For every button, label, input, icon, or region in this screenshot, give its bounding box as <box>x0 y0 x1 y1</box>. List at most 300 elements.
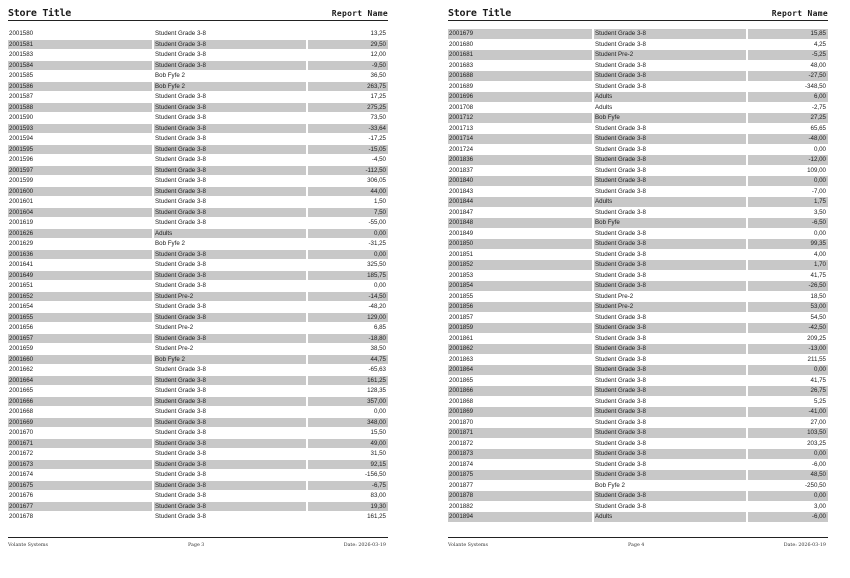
table-row <box>448 40 828 51</box>
row-category: Student Pre-2 <box>595 292 634 300</box>
row-amount: 41,75 <box>810 376 826 384</box>
row-amount: 185,75 <box>308 271 388 281</box>
row-id: 2001673 <box>8 460 152 470</box>
row-amount: 5,25 <box>813 397 826 405</box>
row-category: Student Grade 3-8 <box>154 40 306 50</box>
row-amount: 161,25 <box>308 376 388 386</box>
row-amount: -5,25 <box>748 50 828 60</box>
row-id: 2001651 <box>9 282 34 289</box>
table-row <box>8 491 388 502</box>
row-amount: -42,50 <box>748 323 828 333</box>
row-amount: 0,00 <box>748 176 828 186</box>
row-id: 2001629 <box>9 240 34 247</box>
row-category: Student Grade 3-8 <box>155 471 206 478</box>
row-amount: 0,00 <box>373 408 386 415</box>
row-amount: 103,50 <box>748 428 828 438</box>
row-id: 2001626 <box>8 229 152 239</box>
table-row <box>8 439 388 450</box>
row-category: Student Grade 3-8 <box>154 103 306 113</box>
row-category: Student Grade 3-8 <box>155 282 206 289</box>
table-row <box>448 271 828 282</box>
row-amount: -12,00 <box>748 155 828 165</box>
row-category: Student Grade 3-8 <box>154 208 306 218</box>
table-row <box>448 512 828 523</box>
table-row <box>448 439 828 450</box>
row-amount: 29,50 <box>308 40 388 50</box>
row-category: Student Grade 3-8 <box>594 29 746 39</box>
row-id: 2001677 <box>8 502 152 512</box>
row-id: 2001649 <box>8 271 152 281</box>
row-amount: -31,25 <box>368 240 386 247</box>
row-category: Student Grade 3-8 <box>594 344 746 354</box>
row-category: Student Grade 3-8 <box>155 387 206 394</box>
table-row <box>8 502 388 513</box>
row-amount: 15,50 <box>370 429 386 436</box>
row-amount: 44,00 <box>308 187 388 197</box>
row-category: Student Grade 3-8 <box>154 334 306 344</box>
table-row <box>448 124 828 135</box>
table-row <box>8 82 388 93</box>
row-category: Student Grade 3-8 <box>154 313 306 323</box>
row-category: Student Grade 3-8 <box>155 408 206 415</box>
table-row <box>448 155 828 166</box>
row-id: 2001595 <box>8 145 152 155</box>
row-amount: -6,00 <box>811 460 826 468</box>
footer-page-number: Page 3 <box>188 543 205 548</box>
footer-company: Volante Systems <box>8 543 48 548</box>
row-id: 2001713 <box>449 124 474 132</box>
row-amount: 48,00 <box>810 61 826 69</box>
report-page-3 <box>8 0 388 578</box>
table-row <box>8 397 388 408</box>
table-row <box>8 365 388 376</box>
row-amount: 6,85 <box>373 324 386 331</box>
row-amount: 348,00 <box>308 418 388 428</box>
table-row <box>8 50 388 61</box>
table-row <box>448 208 828 219</box>
row-id: 2001656 <box>9 324 34 331</box>
row-category: Student Grade 3-8 <box>155 366 206 373</box>
row-amount: -27,50 <box>748 71 828 81</box>
row-amount: 1,70 <box>748 260 828 270</box>
row-id: 2001674 <box>9 471 34 478</box>
row-category: Student Grade 3-8 <box>155 30 206 37</box>
row-amount: 27,00 <box>810 418 826 426</box>
row-id: 2001672 <box>9 450 34 457</box>
row-id: 2001689 <box>449 82 474 90</box>
row-amount: -13,00 <box>748 344 828 354</box>
row-amount: 211,55 <box>807 355 826 363</box>
row-category: Student Grade 3-8 <box>594 134 746 144</box>
row-id: 2001678 <box>9 513 34 520</box>
row-id: 2001714 <box>448 134 592 144</box>
table-row <box>448 460 828 471</box>
row-category: Student Grade 3-8 <box>154 418 306 428</box>
row-id: 2001587 <box>9 93 34 100</box>
row-category: Student Grade 3-8 <box>594 407 746 417</box>
row-amount: 38,50 <box>370 345 386 352</box>
table-row <box>448 386 828 397</box>
table-row <box>8 145 388 156</box>
table-row <box>448 250 828 261</box>
row-amount: -6,50 <box>748 218 828 228</box>
row-amount: 36,50 <box>370 72 386 79</box>
row-id: 2001851 <box>449 250 474 258</box>
table-row <box>448 50 828 61</box>
row-amount: -2,75 <box>811 103 826 111</box>
row-category: Student Grade 3-8 <box>155 93 206 100</box>
row-category: Student Grade 3-8 <box>594 71 746 81</box>
row-id: 2001679 <box>448 29 592 39</box>
row-id: 2001675 <box>8 481 152 491</box>
row-category: Student Grade 3-8 <box>155 450 206 457</box>
table-row <box>448 502 828 513</box>
row-category: Student Pre-2 <box>155 324 194 331</box>
row-amount: -348,50 <box>805 82 826 90</box>
row-id: 2001868 <box>449 397 474 405</box>
row-category: Student Grade 3-8 <box>154 124 306 134</box>
table-row <box>448 323 828 334</box>
row-amount: 73,50 <box>370 114 386 121</box>
row-category: Student Grade 3-8 <box>595 124 646 132</box>
row-amount: 275,25 <box>308 103 388 113</box>
row-category: Adults <box>594 92 746 102</box>
row-category: Bob Fyfe 2 <box>155 240 185 247</box>
row-amount: 1,50 <box>373 198 386 205</box>
table-row <box>448 260 828 271</box>
row-amount: 357,00 <box>308 397 388 407</box>
row-category: Student Grade 3-8 <box>154 502 306 512</box>
row-id: 2001681 <box>448 50 592 60</box>
row-id: 2001878 <box>448 491 592 501</box>
table-row <box>448 355 828 366</box>
table-row <box>8 323 388 334</box>
footer-date: Date: 2026-03-19 <box>343 543 386 548</box>
row-category: Student Grade 3-8 <box>594 365 746 375</box>
row-amount: 31,50 <box>370 450 386 457</box>
row-amount: 26,75 <box>748 386 828 396</box>
row-category: Student Grade 3-8 <box>595 82 646 90</box>
row-id: 2001850 <box>448 239 592 249</box>
row-id: 2001671 <box>8 439 152 449</box>
row-amount: 49,00 <box>308 439 388 449</box>
row-category: Student Grade 3-8 <box>155 219 206 226</box>
row-id: 2001604 <box>8 208 152 218</box>
row-category: Student Grade 3-8 <box>594 386 746 396</box>
row-category: Bob Fyfe <box>594 218 746 228</box>
table-row <box>448 71 828 82</box>
table-row <box>8 155 388 166</box>
row-amount: 0,00 <box>748 491 828 501</box>
table-row <box>8 355 388 366</box>
row-amount: -65,63 <box>368 366 386 373</box>
row-id: 2001840 <box>448 176 592 186</box>
table-row <box>8 460 388 471</box>
table-row <box>8 376 388 387</box>
table-row <box>8 512 388 523</box>
table-row <box>448 376 828 387</box>
row-amount: -15,05 <box>308 145 388 155</box>
report-name: Report Name <box>771 9 828 18</box>
row-id: 2001873 <box>448 449 592 459</box>
row-amount: 0,00 <box>813 229 826 237</box>
row-id: 2001862 <box>448 344 592 354</box>
row-category: Adults <box>595 103 613 111</box>
row-category: Student Grade 3-8 <box>154 271 306 281</box>
table-row <box>448 145 828 156</box>
table-row <box>448 397 828 408</box>
row-id: 2001849 <box>449 229 474 237</box>
row-amount: 0,00 <box>308 250 388 260</box>
row-id: 2001872 <box>449 439 474 447</box>
table-row <box>8 229 388 240</box>
row-id: 2001853 <box>449 271 474 279</box>
row-id: 2001669 <box>8 418 152 428</box>
row-amount: 17,25 <box>370 93 386 100</box>
row-id: 2001584 <box>8 61 152 71</box>
table-row <box>8 386 388 397</box>
row-amount: 4,00 <box>813 250 826 258</box>
row-id: 2001875 <box>448 470 592 480</box>
table-row <box>8 187 388 198</box>
table-row <box>8 71 388 82</box>
row-category: Student Grade 3-8 <box>155 135 206 142</box>
table-row <box>8 418 388 429</box>
table-row <box>448 313 828 324</box>
row-category: Student Grade 3-8 <box>594 323 746 333</box>
table-row <box>8 481 388 492</box>
row-amount: 44,75 <box>308 355 388 365</box>
footer-page-number: Page 4 <box>628 543 645 548</box>
row-amount: 54,50 <box>810 313 826 321</box>
row-category: Student Grade 3-8 <box>155 303 206 310</box>
row-id: 2001837 <box>449 166 474 174</box>
row-category: Student Grade 3-8 <box>594 239 746 249</box>
table-row <box>448 92 828 103</box>
page-header <box>8 8 388 20</box>
row-category: Student Grade 3-8 <box>155 513 206 520</box>
table-row <box>8 197 388 208</box>
row-amount: 65,65 <box>810 124 826 132</box>
row-id: 2001871 <box>448 428 592 438</box>
row-id: 2001863 <box>449 355 474 363</box>
table-row <box>8 92 388 103</box>
report-page-4 <box>448 0 828 578</box>
row-amount: 0,00 <box>308 229 388 239</box>
row-id: 2001655 <box>8 313 152 323</box>
table-row <box>448 197 828 208</box>
row-amount: 15,85 <box>748 29 828 39</box>
row-category: Student Pre-2 <box>594 302 746 312</box>
row-id: 2001597 <box>8 166 152 176</box>
row-amount: 53,00 <box>748 302 828 312</box>
table-row <box>448 113 828 124</box>
row-amount: 7,50 <box>308 208 388 218</box>
row-category: Student Grade 3-8 <box>154 397 306 407</box>
row-amount: -4,50 <box>371 156 386 163</box>
row-amount: -48,00 <box>748 134 828 144</box>
header-divider <box>448 20 828 21</box>
row-category: Bob Fyfe 2 <box>154 355 306 365</box>
row-id: 2001861 <box>449 334 474 342</box>
table-row <box>448 229 828 240</box>
row-id: 2001877 <box>449 481 474 489</box>
table-row <box>8 208 388 219</box>
row-id: 2001865 <box>449 376 474 384</box>
table-row <box>8 250 388 261</box>
row-id: 2001854 <box>448 281 592 291</box>
table-row <box>8 40 388 51</box>
row-amount: 0,00 <box>748 365 828 375</box>
row-category: Student Grade 3-8 <box>594 176 746 186</box>
row-category: Student Grade 3-8 <box>595 40 646 48</box>
row-id: 2001665 <box>9 387 34 394</box>
row-id: 2001657 <box>8 334 152 344</box>
report-table <box>448 29 828 523</box>
table-row <box>448 239 828 250</box>
table-row <box>448 292 828 303</box>
row-id: 2001676 <box>9 492 34 499</box>
row-amount: 263,75 <box>308 82 388 92</box>
row-category: Adults <box>594 512 746 522</box>
row-id: 2001586 <box>8 82 152 92</box>
row-id: 2001619 <box>9 219 34 226</box>
row-id: 2001588 <box>8 103 152 113</box>
row-category: Bob Fyfe 2 <box>154 82 306 92</box>
footer-divider <box>448 537 828 538</box>
row-id: 2001836 <box>448 155 592 165</box>
row-category: Student Grade 3-8 <box>155 261 206 268</box>
table-row <box>448 82 828 93</box>
table-row <box>448 407 828 418</box>
table-row <box>8 428 388 439</box>
row-id: 2001641 <box>9 261 34 268</box>
row-id: 2001659 <box>9 345 34 352</box>
row-category: Student Grade 3-8 <box>154 187 306 197</box>
row-category: Student Grade 3-8 <box>154 61 306 71</box>
row-id: 2001708 <box>449 103 474 111</box>
footer-company: Volante Systems <box>448 543 488 548</box>
store-title: Store Title <box>8 8 71 19</box>
table-row <box>448 187 828 198</box>
row-amount: -112,50 <box>308 166 388 176</box>
row-amount: 99,35 <box>748 239 828 249</box>
report-table <box>8 29 388 523</box>
table-row <box>8 176 388 187</box>
row-amount: 19,30 <box>308 502 388 512</box>
table-row <box>8 103 388 114</box>
row-category: Student Grade 3-8 <box>595 502 646 510</box>
row-category: Student Grade 3-8 <box>594 260 746 270</box>
row-amount: 18,50 <box>810 292 826 300</box>
row-amount: 6,00 <box>748 92 828 102</box>
row-id: 2001696 <box>448 92 592 102</box>
row-category: Adults <box>594 197 746 207</box>
row-category: Student Grade 3-8 <box>155 429 206 436</box>
row-amount: -156,50 <box>365 471 386 478</box>
row-id: 2001596 <box>9 156 34 163</box>
row-category: Student Grade 3-8 <box>595 418 646 426</box>
table-row <box>448 218 828 229</box>
table-row <box>8 407 388 418</box>
row-category: Student Grade 3-8 <box>594 155 746 165</box>
row-id: 2001724 <box>449 145 474 153</box>
header-divider <box>8 20 388 21</box>
row-id: 2001581 <box>8 40 152 50</box>
table-row <box>448 418 828 429</box>
table-row <box>8 218 388 229</box>
table-row <box>8 449 388 460</box>
row-id: 2001870 <box>449 418 474 426</box>
row-amount: -7,00 <box>811 187 826 195</box>
table-row <box>448 481 828 492</box>
row-category: Student Pre-2 <box>154 292 306 302</box>
row-category: Student Grade 3-8 <box>595 61 646 69</box>
row-category: Student Grade 3-8 <box>154 376 306 386</box>
row-amount: 12,00 <box>370 51 386 58</box>
row-category: Student Grade 3-8 <box>595 187 646 195</box>
report-name: Report Name <box>331 9 388 18</box>
row-id: 2001852 <box>448 260 592 270</box>
row-id: 2001856 <box>448 302 592 312</box>
row-category: Student Grade 3-8 <box>595 208 646 216</box>
row-amount: -18,80 <box>308 334 388 344</box>
footer-date: Date: 2026-03-19 <box>783 543 826 548</box>
row-id: 2001599 <box>9 177 34 184</box>
row-category: Student Grade 3-8 <box>595 145 646 153</box>
row-category: Student Grade 3-8 <box>595 313 646 321</box>
row-amount: 0,00 <box>813 145 826 153</box>
row-category: Bob Fyfe 2 <box>155 72 185 79</box>
row-amount: 92,15 <box>308 460 388 470</box>
row-amount: 4,25 <box>813 40 826 48</box>
row-id: 2001600 <box>8 187 152 197</box>
table-row <box>8 313 388 324</box>
row-id: 2001601 <box>9 198 34 205</box>
row-id: 2001855 <box>449 292 474 300</box>
row-id: 2001636 <box>8 250 152 260</box>
row-category: Student Grade 3-8 <box>594 281 746 291</box>
row-category: Student Grade 3-8 <box>155 156 206 163</box>
row-category: Student Grade 3-8 <box>595 397 646 405</box>
table-row <box>8 260 388 271</box>
row-category: Student Grade 3-8 <box>594 470 746 480</box>
row-amount: 13,25 <box>370 30 386 37</box>
row-category: Student Grade 3-8 <box>155 51 206 58</box>
row-amount: 27,25 <box>748 113 828 123</box>
row-category: Student Pre-2 <box>594 50 746 60</box>
row-id: 2001847 <box>449 208 474 216</box>
row-category: Student Grade 3-8 <box>595 250 646 258</box>
table-row <box>448 103 828 114</box>
row-amount: 128,35 <box>367 387 386 394</box>
row-id: 2001670 <box>9 429 34 436</box>
page-header <box>448 8 828 20</box>
row-id: 2001583 <box>9 51 34 58</box>
row-id: 2001660 <box>8 355 152 365</box>
row-id: 2001662 <box>9 366 34 373</box>
row-id: 2001864 <box>448 365 592 375</box>
table-row <box>8 344 388 355</box>
row-id: 2001869 <box>448 407 592 417</box>
table-row <box>8 124 388 135</box>
row-category: Student Grade 3-8 <box>154 145 306 155</box>
row-amount: -6,75 <box>308 481 388 491</box>
row-category: Bob Fyfe 2 <box>595 481 625 489</box>
row-category: Student Grade 3-8 <box>154 481 306 491</box>
row-amount: 209,25 <box>807 334 826 342</box>
row-category: Student Grade 3-8 <box>595 355 646 363</box>
